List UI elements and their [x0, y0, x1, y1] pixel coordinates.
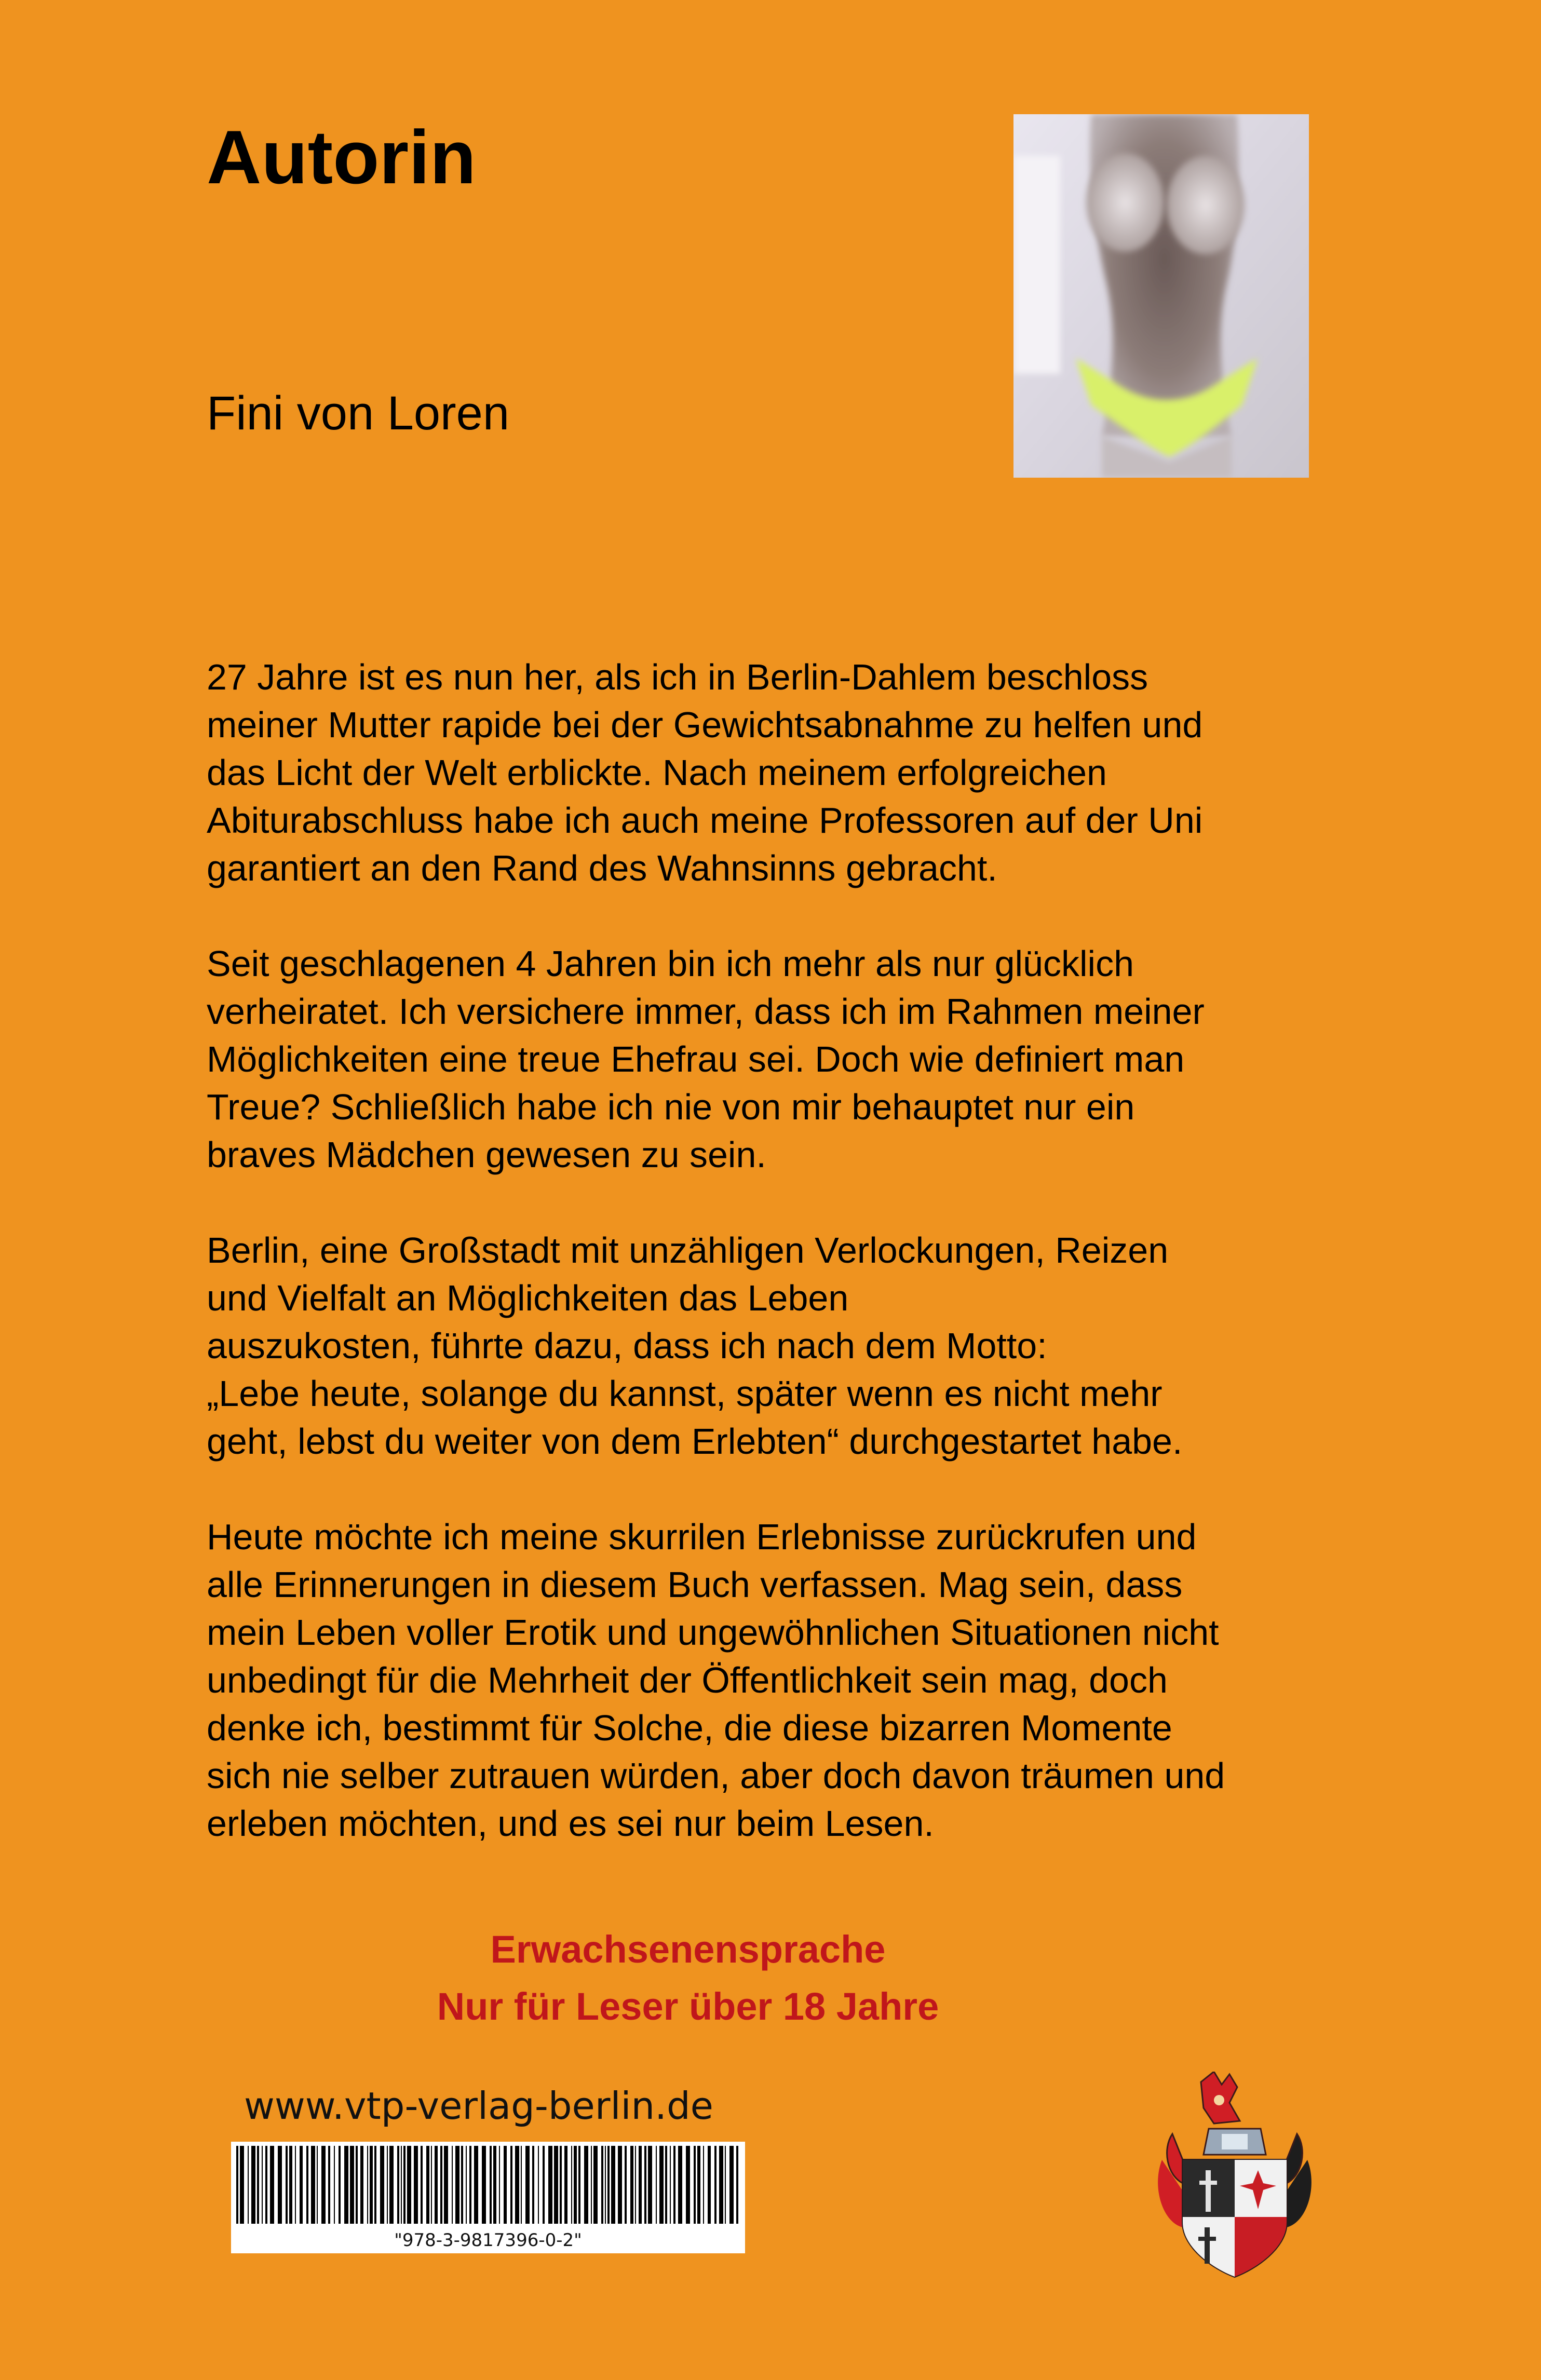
- barcode-bar: [574, 2146, 577, 2224]
- bio-line: auszukosten, führte dazu, dass ich nach dem Motto:: [207, 1326, 1047, 1366]
- barcode-bar: [469, 2146, 471, 2224]
- barcode-bar: [339, 2146, 341, 2224]
- barcode-bar: [605, 2146, 606, 2224]
- barcode-bar: [560, 2146, 562, 2224]
- bio-line: Seit geschlagenen 4 Jahren bin ich mehr als nur glücklich: [207, 943, 1134, 984]
- barcode-bar: [311, 2146, 315, 2224]
- bio-line: erleben möchten, und es sei nur beim Lesen.: [207, 1803, 934, 1844]
- barcode-bar: [673, 2146, 675, 2224]
- isbn-barcode: [231, 2142, 745, 2253]
- barcode-bar: [455, 2146, 459, 2224]
- author-name: Fini von Loren: [207, 387, 509, 440]
- publisher-website[interactable]: www.vtp-verlag-berlin.de: [244, 2084, 713, 2128]
- bio-line: braves Mädchen gewesen zu sein.: [207, 1134, 766, 1175]
- barcode-bar: [360, 2146, 363, 2224]
- barcode-bar: [510, 2146, 512, 2224]
- barcode-bar: [370, 2146, 373, 2224]
- bio-line: 27 Jahre ist es nun her, als ich in Berlin-Dahlem beschloss: [207, 657, 1148, 697]
- barcode-bar: [397, 2146, 399, 2224]
- barcode-bar: [295, 2146, 296, 2224]
- barcode-bar: [601, 2146, 603, 2224]
- barcode-bar: [389, 2146, 394, 2224]
- barcode-bar: [328, 2146, 330, 2224]
- warning-line-language: Erwachsenensprache: [490, 1928, 886, 1971]
- barcode-bar: [257, 2146, 259, 2224]
- bio-line: Abiturabschluss habe ich auch meine Professoren auf der Uni: [207, 800, 1203, 841]
- barcode-bar: [240, 2146, 244, 2224]
- bio-line: Treue? Schließlich habe ich nie von mir behauptet nur ein: [207, 1087, 1135, 1127]
- age-warning: [363, 1921, 1012, 2035]
- barcode-bar: [584, 2146, 588, 2224]
- bio-line: unbedingt für die Mehrheit der Öffentlichkeit sein mag, doch: [207, 1660, 1168, 1700]
- barcode-bar: [578, 2146, 580, 2224]
- barcode-bar: [236, 2146, 238, 2224]
- bio-line: geht, lebst du weiter von dem Erlebten“ durchgestartet habe.: [207, 1421, 1183, 1462]
- barcode-bar: [694, 2146, 696, 2224]
- barcode-bar: [356, 2146, 358, 2224]
- barcode-bar: [499, 2146, 500, 2224]
- barcode-bar: [350, 2146, 354, 2224]
- barcode-bar: [387, 2146, 388, 2224]
- barcode-bar: [251, 2146, 255, 2224]
- barcode-bar: [403, 2146, 405, 2224]
- barcode-bar: [678, 2146, 682, 2224]
- barcode-bar: [607, 2146, 610, 2224]
- barcode-bar: [435, 2146, 438, 2224]
- barcode-bar: [538, 2146, 539, 2224]
- barcode-bar: [729, 2146, 734, 2224]
- barcode-bar: [286, 2146, 288, 2224]
- barcode-bar: [719, 2146, 723, 2224]
- barcode-bar: [414, 2146, 418, 2224]
- barcode-bar: [703, 2146, 704, 2224]
- bio-paragraph: [207, 653, 1375, 892]
- barcode-bar: [571, 2146, 572, 2224]
- bio-line: Heute möchte ich meine skurrilen Erlebnisse zurückrufen und: [207, 1517, 1197, 1557]
- barcode-bar: [306, 2146, 308, 2224]
- barcode-bar: [515, 2146, 519, 2224]
- barcode-bar: [421, 2146, 423, 2224]
- barcode-bar: [444, 2146, 448, 2224]
- barcode-bar: [697, 2146, 700, 2224]
- barcode-bar: [625, 2146, 627, 2224]
- barcode-bar: [648, 2146, 652, 2224]
- barcode-bar: [380, 2146, 384, 2224]
- barcode-bar: [374, 2146, 376, 2224]
- bio-line: garantiert an den Rand des Wahnsinns gebracht.: [207, 848, 997, 888]
- bio-line: und Vielfalt an Möglichkeiten das Leben: [207, 1278, 849, 1318]
- bio-line: verheiratet. Ich versichere immer, dass ich im Rahmen meiner: [207, 991, 1205, 1032]
- bio-line: das Licht der Welt erblickte. Nach meinem erfolgreichen: [207, 752, 1107, 793]
- barcode-bar: [644, 2146, 646, 2224]
- bio-paragraph: [207, 940, 1375, 1179]
- barcode-bar: [461, 2146, 463, 2224]
- barcode-bar: [344, 2146, 348, 2224]
- barcode-bar: [407, 2146, 411, 2224]
- barcode-bar: [317, 2146, 318, 2224]
- barcode-bar: [593, 2146, 598, 2224]
- barcode-bar: [431, 2146, 432, 2224]
- barcode-bar: [474, 2146, 478, 2224]
- barcode-bar: [289, 2146, 292, 2224]
- barcode-bar: [367, 2146, 368, 2224]
- barcode-bar: [521, 2146, 522, 2224]
- barcode-bar: [656, 2146, 657, 2224]
- barcode-bar: [618, 2146, 622, 2224]
- barcode-bar: [493, 2146, 496, 2224]
- bio-line: meiner Mutter rapide bei der Gewichtsabnahme zu helfen und: [207, 705, 1203, 745]
- barcode-bar: [265, 2146, 267, 2224]
- bio-paragraph: [207, 1226, 1375, 1465]
- barcode-bar: [591, 2146, 592, 2224]
- barcode-bar: [262, 2146, 263, 2224]
- barcode-bar: [426, 2146, 429, 2224]
- warning-line-age: Nur für Leser über 18 Jahre: [437, 1985, 939, 2028]
- barcode-bar: [532, 2146, 534, 2224]
- bio-line: denke ich, bestimmt für Solche, die diese bizarren Momente: [207, 1708, 1172, 1748]
- barcode-bar: [564, 2146, 567, 2224]
- barcode-bar: [248, 2146, 249, 2224]
- bio-line: Möglichkeiten eine treue Ehefrau sei. Doch wie definiert man: [207, 1039, 1185, 1079]
- barcode-bar: [670, 2146, 671, 2224]
- barcode-bar: [270, 2146, 274, 2224]
- barcode-bar: [452, 2146, 453, 2224]
- author-photo: [1013, 114, 1309, 478]
- barcode-bar: [659, 2146, 664, 2224]
- barcode-bar: [466, 2146, 467, 2224]
- barcode-bar: [334, 2146, 335, 2224]
- barcode-bar: [548, 2146, 552, 2224]
- barcode-bar: [321, 2146, 326, 2224]
- barcode-bar: [401, 2146, 402, 2224]
- barcode-bar: [440, 2146, 442, 2224]
- barcode-bar: [665, 2146, 667, 2224]
- barcode-bar: [525, 2146, 530, 2224]
- barcode-bar: [611, 2146, 615, 2224]
- bio-line: mein Leben voller Erotik und ungewöhnlichen Situationen nicht: [207, 1612, 1219, 1653]
- bio-line: sich nie selber zutrauen würden, aber doch davon träumen und: [207, 1755, 1225, 1796]
- bio-line: alle Erinnerungen in diesem Buch verfassen. Mag sein, dass: [207, 1564, 1183, 1605]
- barcode-bar: [725, 2146, 726, 2224]
- barcode-bar: [490, 2146, 492, 2224]
- barcode-bar: [630, 2146, 633, 2224]
- bio-paragraph: [207, 1513, 1375, 1847]
- barcode-bar: [686, 2146, 690, 2224]
- barcode-bar: [504, 2146, 507, 2224]
- author-heading: Autorin: [207, 115, 476, 199]
- author-bio: [207, 653, 1375, 1895]
- barcode-bar: [300, 2146, 303, 2224]
- barcode-bars: [231, 2142, 745, 2227]
- barcode-bar: [708, 2146, 711, 2224]
- barcode-bar: [554, 2146, 558, 2224]
- barcode-bar: [714, 2146, 717, 2224]
- barcode-bar: [639, 2146, 642, 2224]
- bio-line: „Lebe heute, solange du kannst, später wenn es nicht mehr: [207, 1373, 1162, 1414]
- barcode-bar: [543, 2146, 545, 2224]
- bio-line: Berlin, eine Großstadt mit unzähligen Verlockungen, Reizen: [207, 1230, 1169, 1270]
- barcode-bar: [635, 2146, 636, 2224]
- isbn-number: "978-3-9817396-0-2": [394, 2230, 582, 2251]
- barcode-bar: [482, 2146, 486, 2224]
- coat-of-arms-icon: [1152, 2072, 1318, 2279]
- barcode-bar: [278, 2146, 282, 2224]
- barcode-bar: [736, 2146, 738, 2224]
